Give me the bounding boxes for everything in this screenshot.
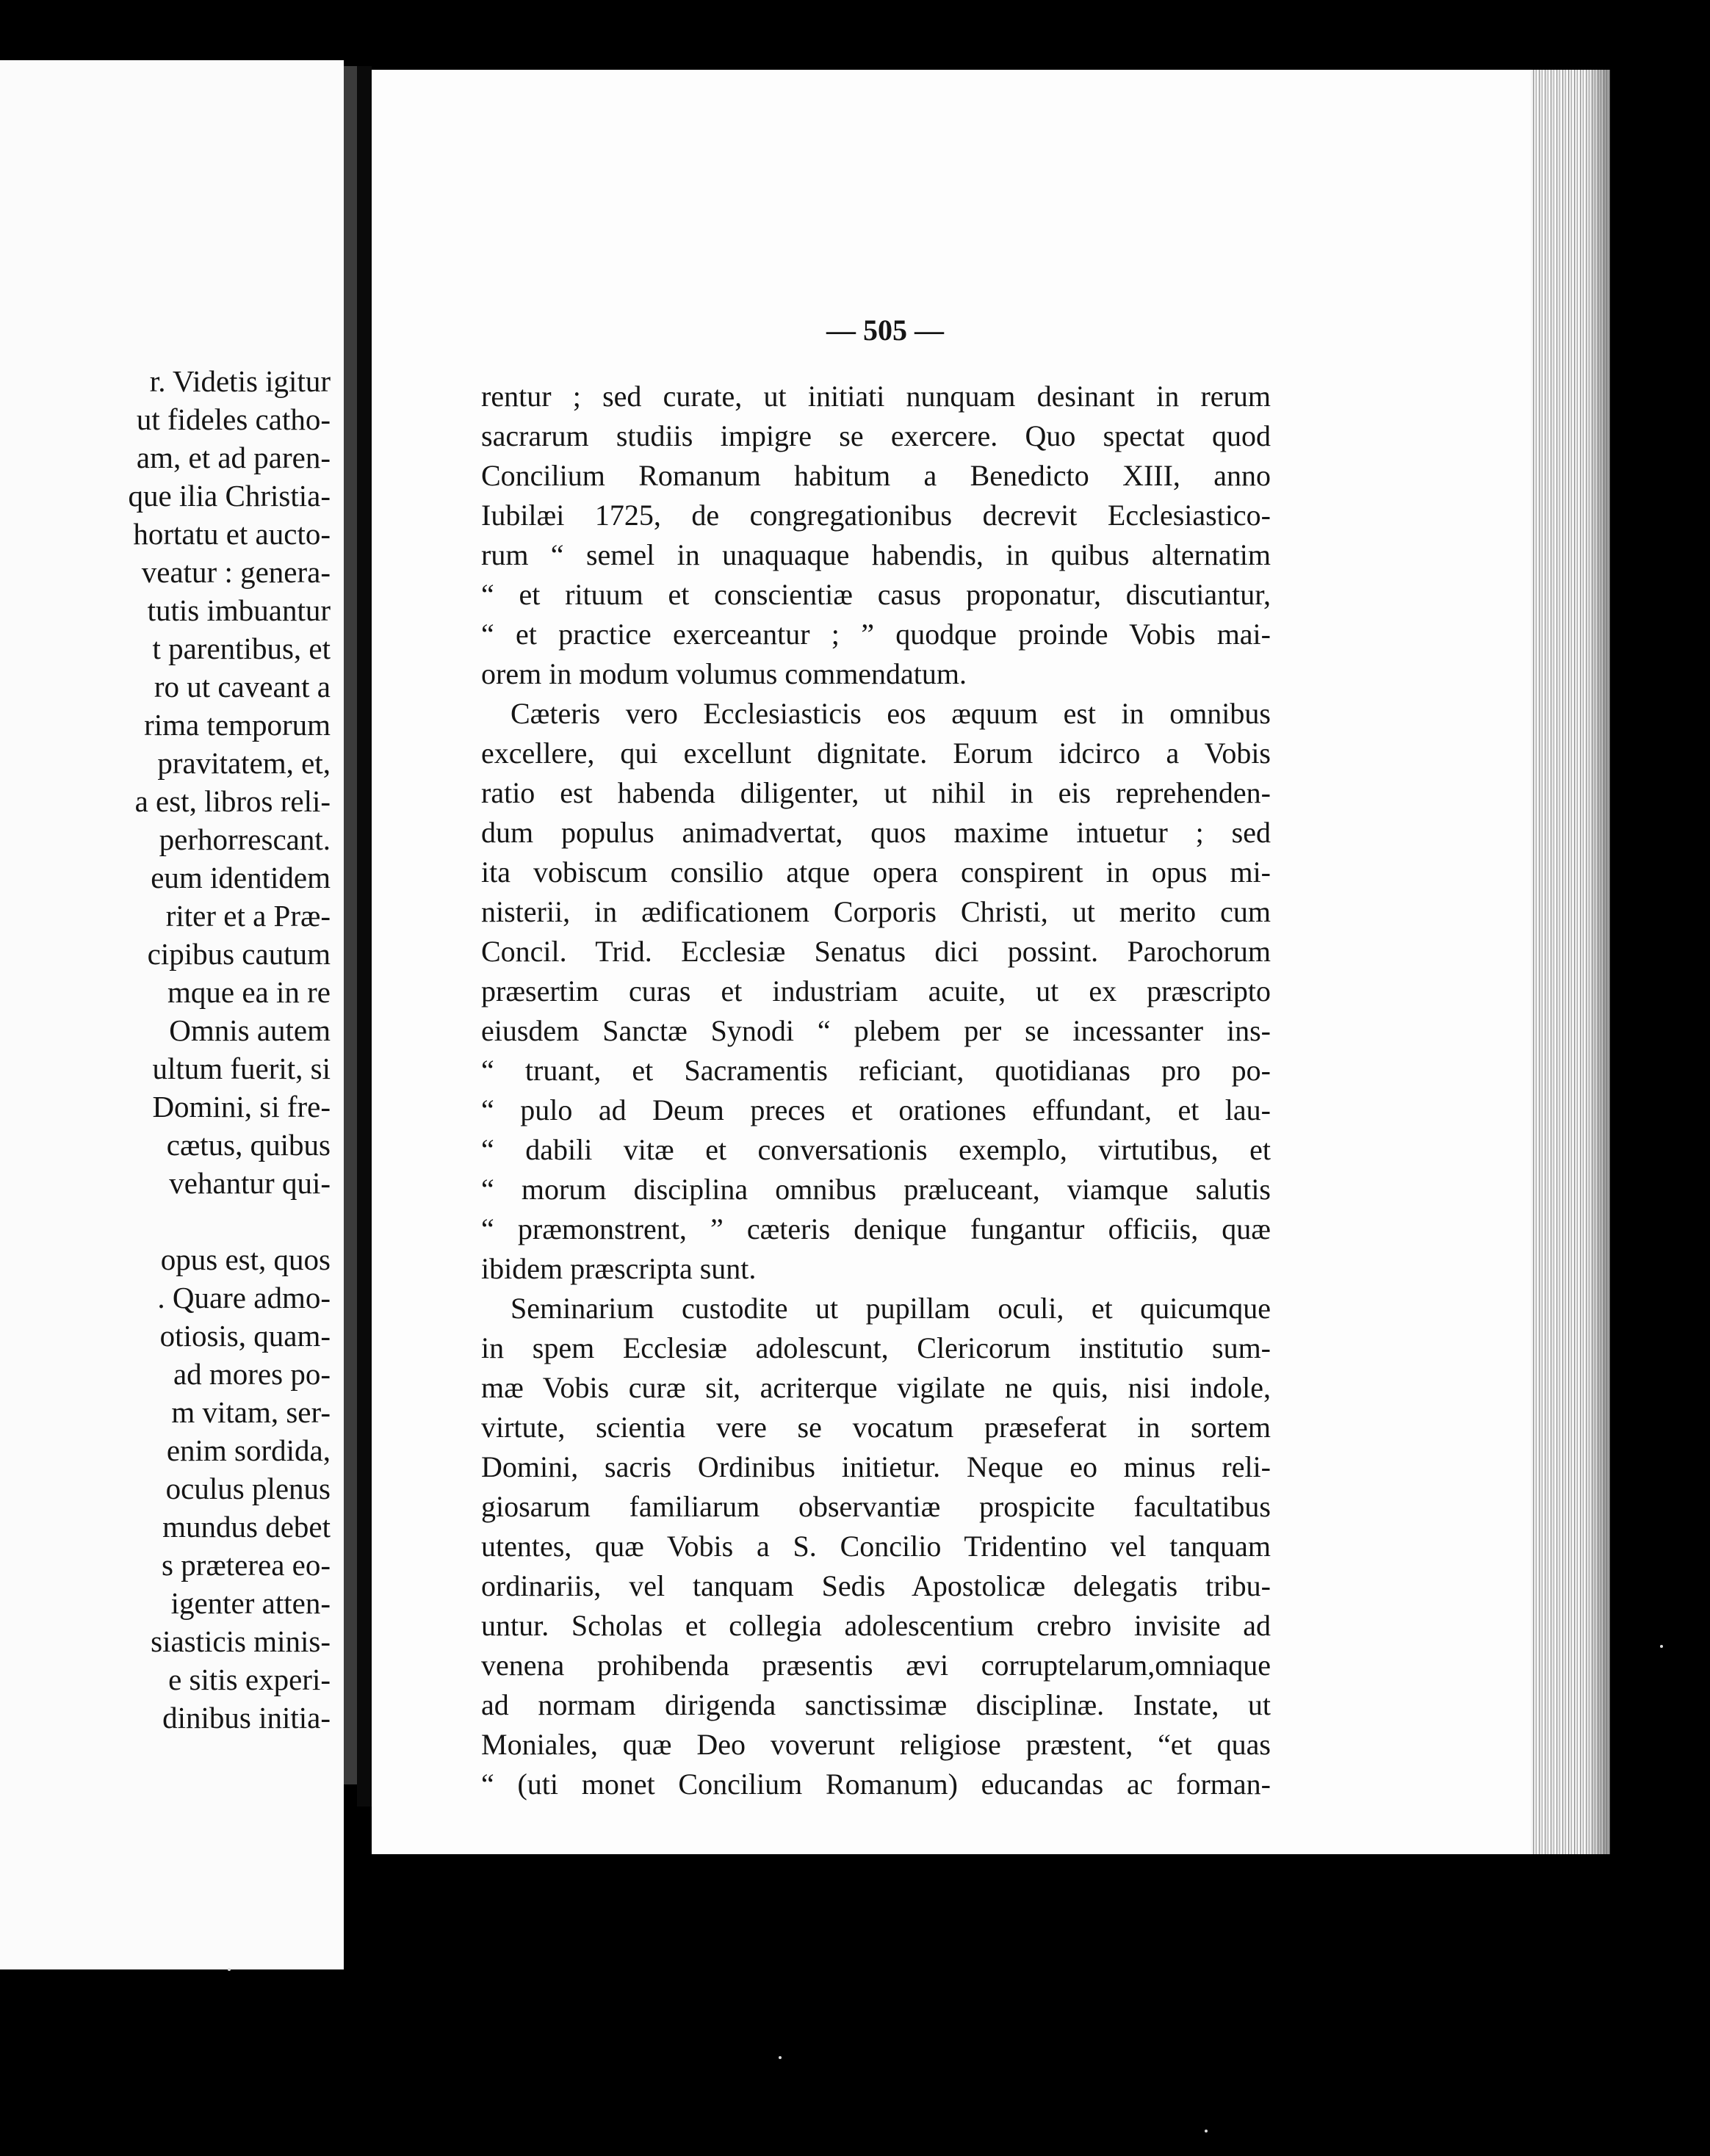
- body-line: eiusdem Sanctæ Synodi “ plebem per se incessanter ins-: [481, 1014, 1271, 1047]
- book-gutter: [344, 66, 357, 1784]
- body-line: ita vobiscum consilio atque opera conspirent in opus mi-: [481, 855, 1271, 889]
- body-line: ordinariis, vel tanquam Sedis Apostolicæ delegatis tribu-: [481, 1569, 1271, 1602]
- dust-speck: [779, 2056, 782, 2059]
- left-page-line: r. Videtis igitur: [149, 364, 331, 398]
- left-page-line: eum identidem: [151, 861, 331, 894]
- left-page-line: otiosis, quam-: [159, 1319, 331, 1353]
- left-page-line: . Quare admo-: [157, 1281, 331, 1314]
- left-page-line: riter et a Præ-: [165, 899, 331, 933]
- body-line: ibidem præscripta sunt.: [481, 1252, 757, 1285]
- body-line: sacrarum studiis impigre se exercere. Quo spectat quod: [481, 419, 1271, 452]
- paragraph-first-line: Cæteris vero Ecclesiasticis eos æquum est in omnibus: [511, 697, 1271, 730]
- body-line: “ dabili vitæ et conversationis exemplo, virtutibus, et: [481, 1133, 1271, 1166]
- left-page-line: perhorrescant.: [159, 822, 331, 856]
- left-page-line: Omnis autem: [169, 1013, 331, 1047]
- left-page-line: t parentibus, et: [152, 632, 331, 665]
- body-line: virtute, scientia vere se vocatum præseferat in sortem: [481, 1411, 1271, 1444]
- left-page-line: que ilia Christia-: [128, 479, 331, 513]
- left-page-line: cipibus cautum: [147, 937, 331, 971]
- left-page-line: enim sordida,: [166, 1433, 331, 1467]
- left-page-line: ut fideles catho-: [136, 402, 331, 436]
- dust-speck: [1205, 2130, 1208, 2133]
- body-line: “ pulo ad Deum preces et orationes effundant, et lau-: [481, 1093, 1271, 1126]
- left-page-line: e sitis experi-: [168, 1663, 331, 1696]
- left-page-line: siasticis minis-: [151, 1624, 331, 1658]
- body-line: mæ Vobis curæ sit, acriterque vigilate ne quis, nisi indole,: [481, 1371, 1271, 1404]
- body-line: Concil. Trid. Ecclesiæ Senatus dici possint. Parochorum: [481, 935, 1271, 968]
- left-page-line: oculus plenus: [165, 1472, 331, 1505]
- left-page-line: Domini, si fre-: [152, 1090, 331, 1124]
- left-page-line: rima temporum: [144, 708, 331, 742]
- body-line: rentur ; sed curate, ut initiati nunquam desinant in rerum: [481, 380, 1271, 413]
- dust-speck: [228, 1968, 231, 1971]
- page-edges-shadow: [1587, 70, 1610, 1854]
- body-line: Iubilæi 1725, de congregationibus decrevit Ecclesiastico-: [481, 499, 1271, 532]
- left-page-line: a est, libros reli-: [134, 784, 331, 818]
- left-page-line: veatur : genera-: [141, 555, 331, 589]
- left-page: [0, 60, 344, 1969]
- body-line: ratio est habenda diligenter, ut nihil in eis reprehenden-: [481, 776, 1271, 809]
- book-gutter-shadow: [357, 66, 372, 1806]
- body-line: excellere, qui excellunt dignitate. Eorum idcirco a Vobis: [481, 737, 1271, 770]
- body-line: rum “ semel in unaquaque habendis, in quibus alternatim: [481, 538, 1271, 571]
- body-line: ad normam dirigenda sanctissimæ disciplinæ. Instate, ut: [481, 1688, 1271, 1721]
- body-line: “ (uti monet Concilium Romanum) educandas ac forman-: [481, 1768, 1271, 1801]
- body-line: venena prohibenda præsentis ævi corruptelarum,omniaque: [481, 1649, 1271, 1682]
- left-page-line: hortatu et aucto-: [133, 517, 331, 551]
- left-page-line: tutis imbuantur: [147, 593, 331, 627]
- body-line: “ et rituum et conscientiæ casus proponatur, discutiantur,: [481, 578, 1271, 611]
- body-line: Concilium Romanum habitum a Benedicto XIII, anno: [481, 459, 1271, 492]
- left-page-line: mque ea in re: [167, 975, 331, 1009]
- left-page-line: mundus debet: [162, 1510, 331, 1544]
- page-number: — 505 —: [826, 314, 944, 347]
- left-page-line: cætus, quibus: [166, 1128, 331, 1162]
- left-page-line: pravitatem, et,: [157, 746, 331, 780]
- body-line: in spem Ecclesiæ adolescunt, Clericorum institutio sum-: [481, 1331, 1271, 1364]
- left-page-line: s præterea eo-: [162, 1548, 331, 1582]
- body-line: “ præmonstrent, ” cæteris denique fungantur officiis, quæ: [481, 1212, 1271, 1245]
- body-line: præsertim curas et industriam acuite, ut ex præscripto: [481, 974, 1271, 1008]
- left-page-line: opus est, quos: [160, 1242, 331, 1276]
- body-line: giosarum familiarum observantiæ prospicite facultatibus: [481, 1490, 1271, 1523]
- left-page-line: am, et ad paren-: [136, 441, 331, 474]
- paragraph-first-line: Seminarium custodite ut pupillam oculi, et quicumque: [511, 1292, 1271, 1325]
- body-line: “ et practice exerceantur ; ” quodque proinde Vobis mai-: [481, 618, 1271, 651]
- body-line: nisterii, in ædificationem Corporis Christi, ut merito cum: [481, 895, 1271, 928]
- body-line: Moniales, quæ Deo voverunt religiose præstent, “et quas: [481, 1728, 1271, 1761]
- left-page-line: m vitam, ser-: [171, 1395, 331, 1429]
- dust-speck: [1660, 1645, 1663, 1648]
- left-page-line: ad mores po-: [173, 1357, 331, 1391]
- body-line: orem in modum volumus commendatum.: [481, 657, 967, 690]
- left-page-line: dinibus initia-: [162, 1701, 331, 1734]
- body-line: Domini, sacris Ordinibus initietur. Neque eo minus reli-: [481, 1450, 1271, 1483]
- left-page-line: ro ut caveant a: [154, 670, 331, 703]
- left-page-line: igenter atten-: [170, 1586, 331, 1620]
- body-line: dum populus animadvertat, quos maxime intuetur ; sed: [481, 816, 1271, 849]
- body-line: utentes, quæ Vobis a S. Concilio Tridentino vel tanquam: [481, 1530, 1271, 1563]
- left-page-line: ultum fuerit, si: [152, 1052, 331, 1085]
- left-page-line: vehantur qui-: [169, 1166, 331, 1200]
- body-line: untur. Scholas et collegia adolescentium crebro invisite ad: [481, 1609, 1271, 1642]
- body-line: “ morum disciplina omnibus præluceant, viamque salutis: [481, 1173, 1271, 1206]
- body-line: “ truant, et Sacramentis reficiant, quotidianas pro po-: [481, 1054, 1271, 1087]
